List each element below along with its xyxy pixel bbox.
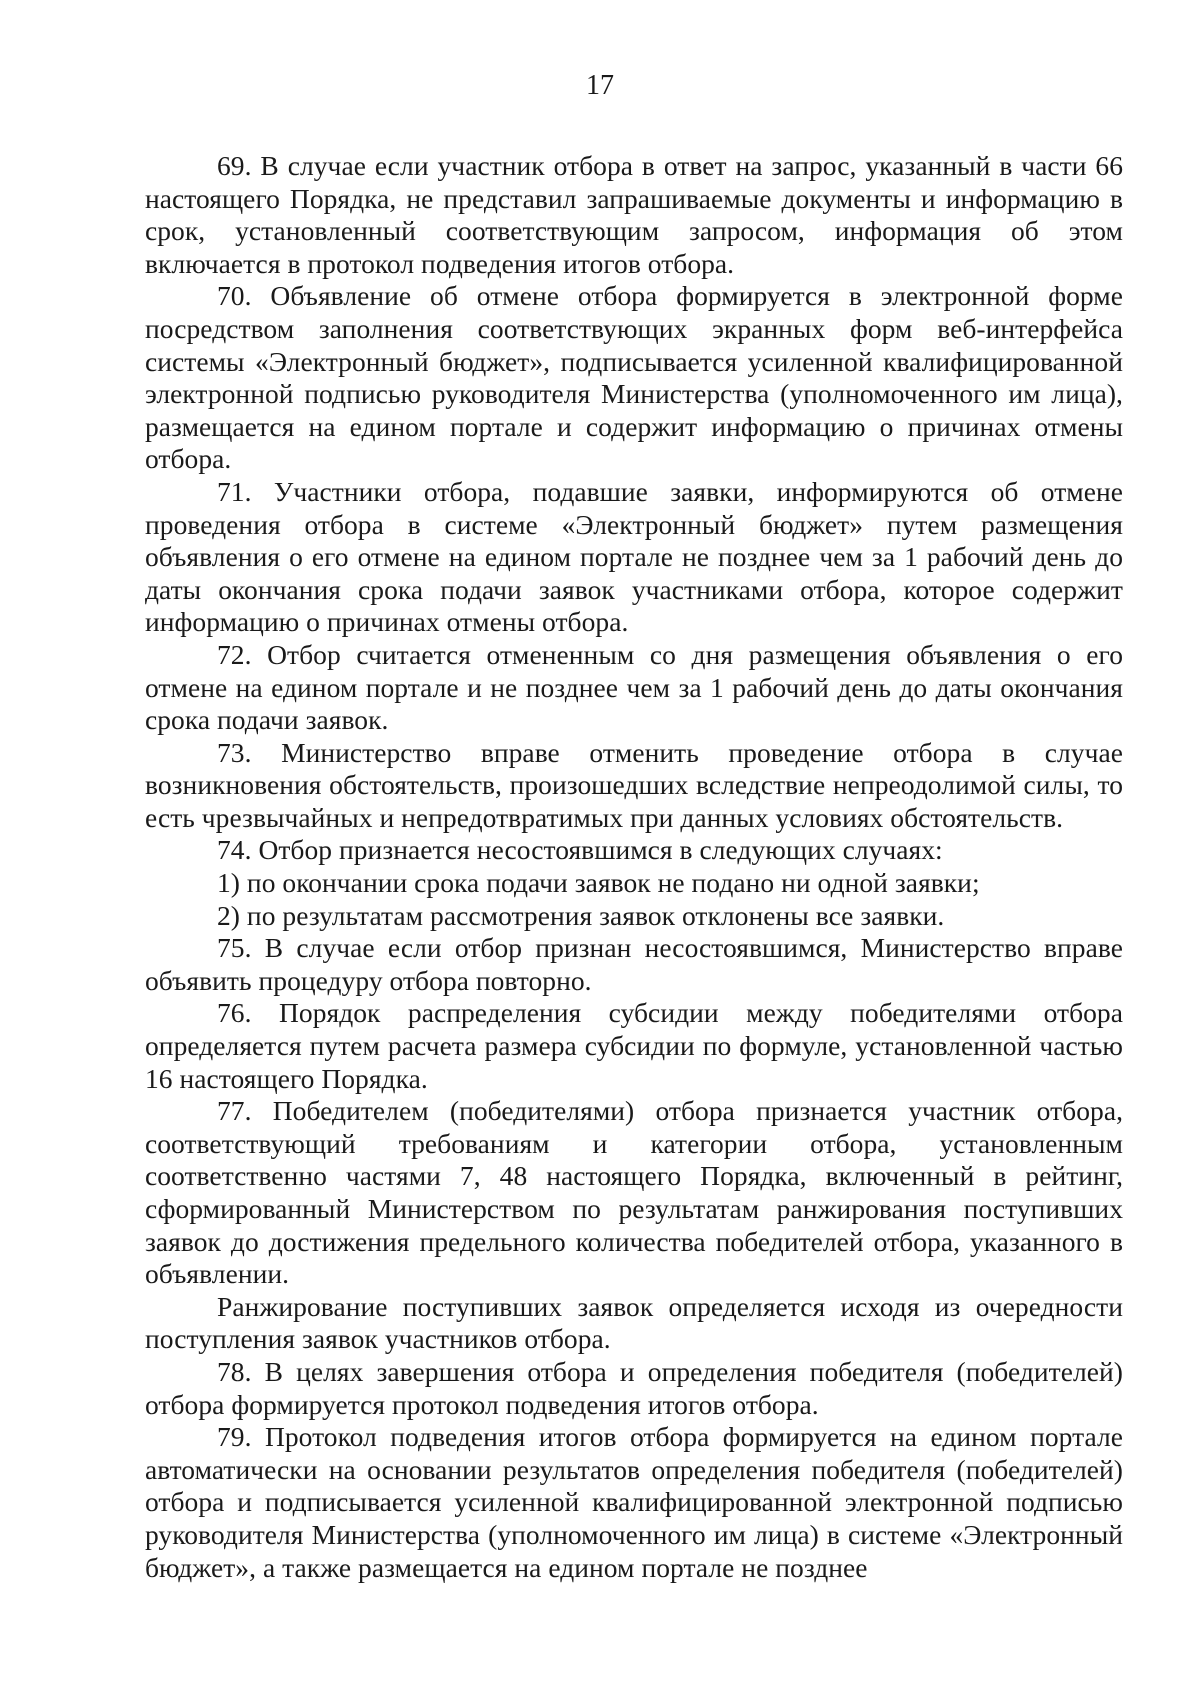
list-item-74-2: 2) по результатам рассмотрения заявок отклонены все заявки. bbox=[217, 899, 945, 931]
paragraph-70: 70. Объявление об отмене отбора формируется в электронной форме посредством заполнения соответствующих экранных форм веб-интерфейса системы «Электронный бюджет», подписывается усиленной квалифицированной электронной подписью руководителя Министерства (уполномоченного им лица), размещается на едином портале и содержит информацию о причинах отмены отбора. bbox=[145, 280, 1123, 475]
paragraph-69: 69. В случае если участник отбора в ответ на запрос, указанный в части 66 настоящего Порядка, не представил запрашиваемые документы и информацию в срок, установленный соответствующим запросом, информация об этом включается в протокол подведения итогов отбора. bbox=[145, 150, 1123, 279]
document-body bbox=[145, 150, 1123, 1584]
paragraph-71: 71. Участники отбора, подавшие заявки, информируются об отмене проведения отбора в системе «Электронный бюджет» путем размещения объявления о его отмене на едином портале не позднее чем за 1 рабочий день до даты окончания срока подачи заявок участниками отбора, которое содержит информацию о причинах отмены отбора. bbox=[145, 475, 1123, 638]
paragraph-79: 79. Протокол подведения итогов отбора формируется на едином портале автоматически на основании результатов определения победителя (победителей) отбора и подписывается усиленной квалифицированной электронной подписью руководителя Министерства (уполномоченного им лица) в системе «Электронный бюджет», а также размещается на едином портале не позднее bbox=[145, 1421, 1123, 1583]
paragraph-77-ranking: Ранжирование поступивших заявок определяется исходя из очередности поступления заявок участников отбора. bbox=[145, 1290, 1123, 1355]
page-number: 17 bbox=[586, 70, 614, 101]
paragraph-78: 78. В целях завершения отбора и определения победителя (победителей) отбора формируется протокол подведения итогов отбора. bbox=[145, 1355, 1123, 1420]
list-item-74-1: 1) по окончании срока подачи заявок не подано ни одной заявки; bbox=[217, 867, 980, 899]
paragraph-76: 76. Порядок распределения субсидии между победителями отбора определяется путем расчета размера субсидии по формуле, установленной частью 16 настоящего Порядка. bbox=[145, 997, 1123, 1094]
paragraph-74: 74. Отбор признается несостоявшимся в следующих случаях: bbox=[217, 834, 943, 866]
paragraph-77: 77. Победителем (победителями) отбора признается участник отбора, соответствующий требованиям и категории отбора, установленным соответственно частями 7, 48 настоящего Порядка, включенный в рейтинг, сформированный Министерством по результатам ранжирования поступивших заявок до достижения предельного количества победителей отбора, указанного в объявлении. bbox=[145, 1095, 1123, 1290]
paragraph-75: 75. В случае если отбор признан несостоявшимся, Министерство вправе объявить процедуру отбора повторно. bbox=[145, 932, 1123, 996]
paragraph-73: 73. Министерство вправе отменить проведение отбора в случае возникновения обстоятельств, произошедших вследствие непреодолимой силы, то есть чрезвычайных и непредотвратимых при данных условиях обстоятельств. bbox=[145, 736, 1123, 833]
paragraph-72: 72. Отбор считается отмененным со дня размещения объявления о его отмене на едином портале и не позднее чем за 1 рабочий день до даты окончания срока подачи заявок. bbox=[145, 638, 1123, 736]
